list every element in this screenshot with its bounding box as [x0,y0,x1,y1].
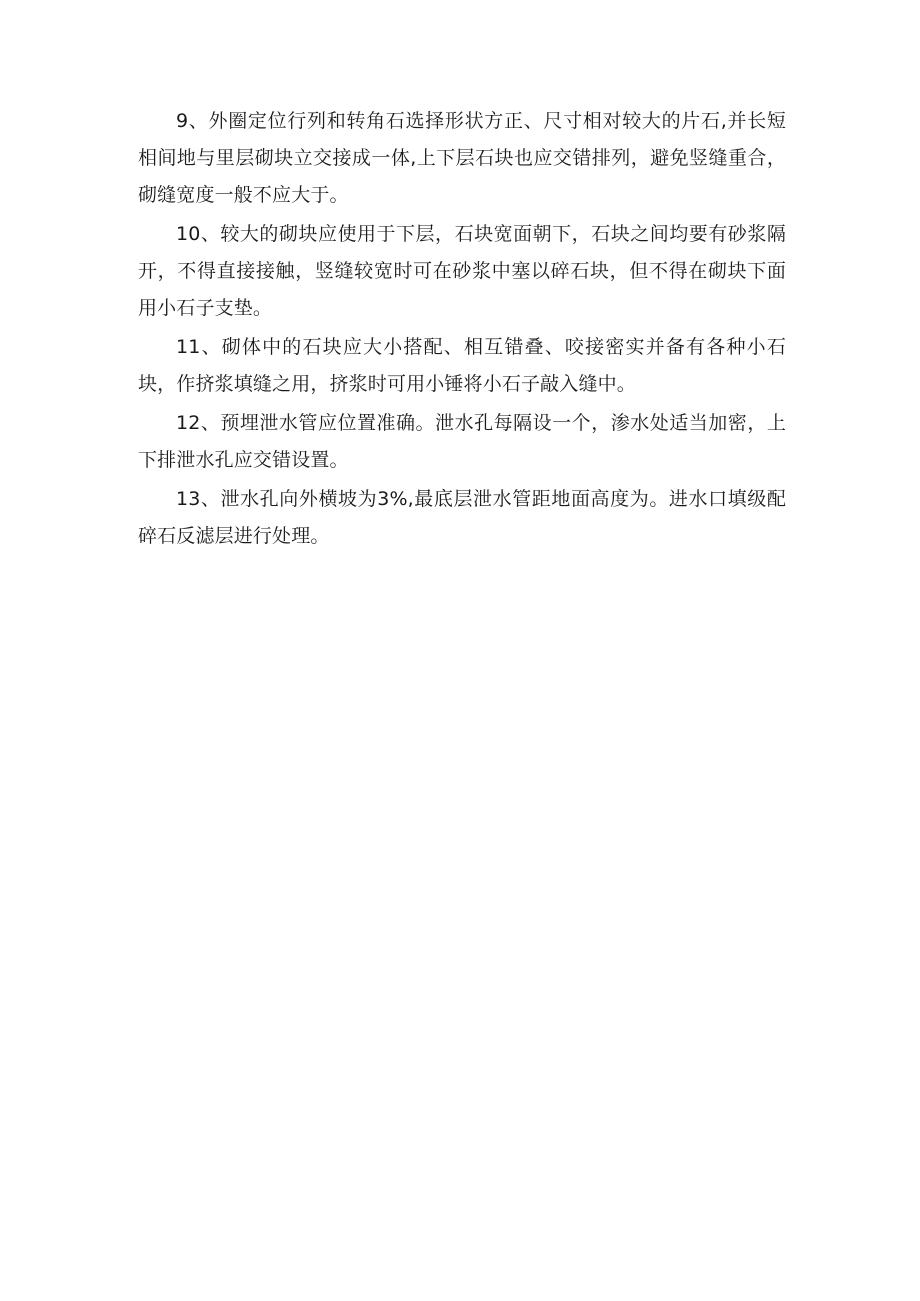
paragraph-12: 12、预埋泄水管应位置准确。泄水孔每隔设一个，渗水处适当加密，上下排泄水孔应交错设置。 [138,412,786,471]
paragraph-13: 13、泄水孔向外横坡为3%,最底层泄水管距地面高度为。进水口填级配碎石反滤层进行处理。 [138,488,786,547]
paragraph-11: 11、砌体中的石块应大小搭配、相互错叠、咬接密实并备有各种小石块，作挤浆填缝之用，挤浆时可用小锤将小石子敲入缝中。 [138,336,786,395]
paragraph-10: 10、较大的砌块应使用于下层，石块宽面朝下，石块之间均要有砂浆隔开，不得直接接触，竖缝较宽时可在砂浆中塞以碎石块，但不得在砌块下面用小石子支垫。 [138,223,786,319]
paragraph-9: 9、外圈定位行列和转角石选择形状方正、尺寸相对较大的片石,并长短相间地与里层砌块立交接成一体,上下层石块也应交错排列，避免竖缝重合，砌缝宽度一般不应大于。 [138,110,786,206]
document-body [138,103,786,557]
